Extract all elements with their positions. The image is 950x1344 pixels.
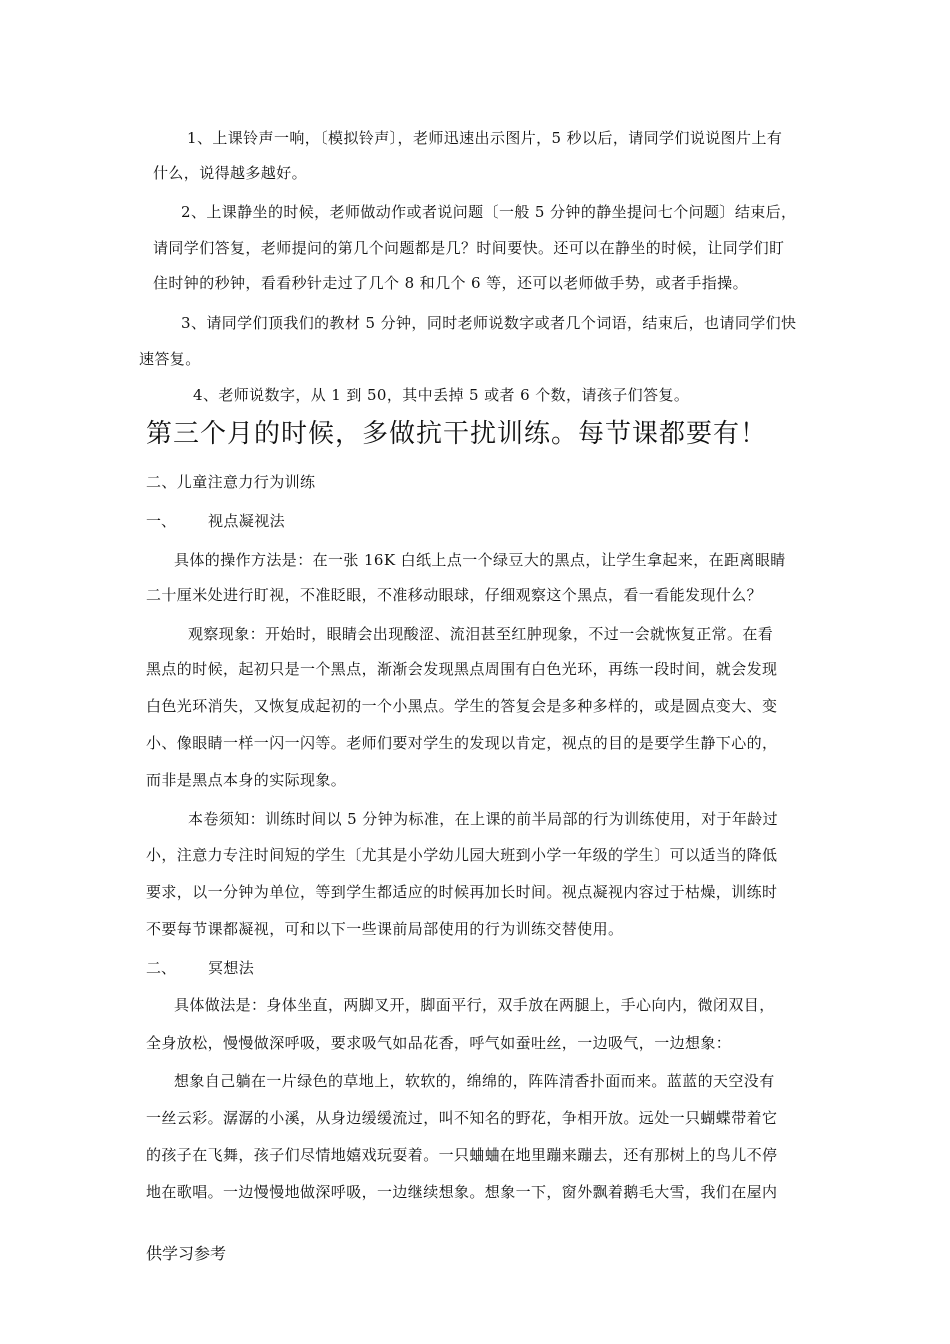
list-item-2-line-3: 住时钟的秒钟，看看秒针走过了几个 8 和几个 6 等，还可以老师做手势，或者手指操。 [153,274,748,292]
sub1-p1-line-2: 二十厘米处进行盯视，不准眨眼，不准移动眼球，仔细观察这个黑点，看一看能发现什么？ [146,586,763,604]
sub2-p2-line-2: 一丝云彩。潺潺的小溪，从身边缓缓流过，叫不知名的野花，争相开放。远处一只蝴蝶带着它 [146,1109,778,1127]
list-item-4-line-1: 4、老师说数字，从 1 到 50，其中丢掉 5 或者 6 个数，请孩子们答复。 [193,386,690,404]
list-item-3-line-2: 速答复。 [139,350,201,368]
sub1-p3-line-4: 不要每节课都凝视，可和以下一些课前局部使用的行为训练交替使用。 [146,920,624,938]
list-item-2-line-2: 请同学们答复，老师提问的第几个问题都是几？时间要快。还可以在静坐的时候，让同学们盯 [153,239,785,257]
sub1-p3-line-1: 本卷须知：训练时间以 5 分钟为标准，在上课的前半局部的行为训练使用，对于年龄过 [188,810,779,828]
sub1-p2-line-3: 白色光环消失，又恢复成起初的一个小黑点。学生的答复会是多种多样的，或是圆点变大、变 [146,697,778,715]
sub1-p2-line-5: 而非是黑点本身的实际现象。 [146,771,347,789]
sub1-p2-line-1: 观察现象：开始时，眼睛会出现酸涩、流泪甚至红肿现象，不过一会就恢复正常。在看 [188,625,774,643]
sub1-p2-line-2: 黑点的时候，起初只是一个黑点，渐渐会发现黑点周围有白色光环，再练一段时间，就会发现 [146,660,778,678]
sub2-p2-line-3: 的孩子在飞舞，孩子们尽情地嬉戏玩耍着。一只蛐蛐在地里蹦来蹦去，还有那树上的鸟儿不停 [146,1146,778,1164]
sub2-p2-line-4: 地在歌唱。一边慢慢地做深呼吸，一边继续想象。想象一下，窗外飘着鹅毛大雪，我们在屋内 [146,1183,778,1201]
subsection-2-number: 二、 [146,959,177,977]
sub1-p3-line-2: 小，注意力专注时间短的学生〔尤其是小学幼儿园大班到小学一年级的学生〕可以适当的降低 [146,846,778,864]
list-item-1-line-1: 1、上课铃声一响，〔模拟铃声〕，老师迅速出示图片，5 秒以后，请同学们说说图片上有 [187,129,783,147]
list-item-1-line-2: 什么，说得越多越好。 [153,164,308,182]
list-item-2-line-1: 2、上课静坐的时候，老师做动作或者说问题〔一般 5 分钟的静坐提问七个问题〕结束后， [181,203,797,221]
sub2-p2-line-1: 想象自己躺在一片绿色的草地上，软软的，绵绵的，阵阵清香扑面而来。蓝蓝的天空没有 [174,1072,775,1090]
big-heading: 第三个月的时候，多做抗干扰训练。每节课都要有！ [146,419,768,449]
subsection-1-title: 视点凝视法 [208,512,286,530]
sub2-p1-line-1: 具体做法是：身体坐直，两脚叉开，脚面平行，双手放在两腿上，手心向内，微闭双目， [174,996,775,1014]
subsection-1-number: 一、 [146,512,177,530]
sub1-p1-line-1: 具体的操作方法是：在一张 16K 白纸上点一个绿豆大的黑点，让学生拿起来，在距离眼睛 [174,551,786,569]
sub2-p1-line-2: 全身放松，慢慢做深呼吸，要求吸气如品花香，呼气如蚕吐丝，一边吸气，一边想象： [146,1034,732,1052]
subsection-2-title: 冥想法 [208,959,255,977]
page-footer: 供学习参考 [146,1244,227,1263]
section-title: 二、儿童注意力行为训练 [146,473,316,491]
sub1-p3-line-3: 要求，以一分钟为单位，等到学生都适应的时候再加长时间。视点凝视内容过于枯燥，训练时 [146,883,778,901]
sub1-p2-line-4: 小、像眼睛一样一闪一闪等。老师们要对学生的发现以肯定，视点的目的是要学生静下心的， [146,734,778,752]
list-item-3-line-1: 3、请同学们顶我们的教材 5 分钟，同时老师说数字或者几个词语，结束后，也请同学们快 [181,314,797,332]
